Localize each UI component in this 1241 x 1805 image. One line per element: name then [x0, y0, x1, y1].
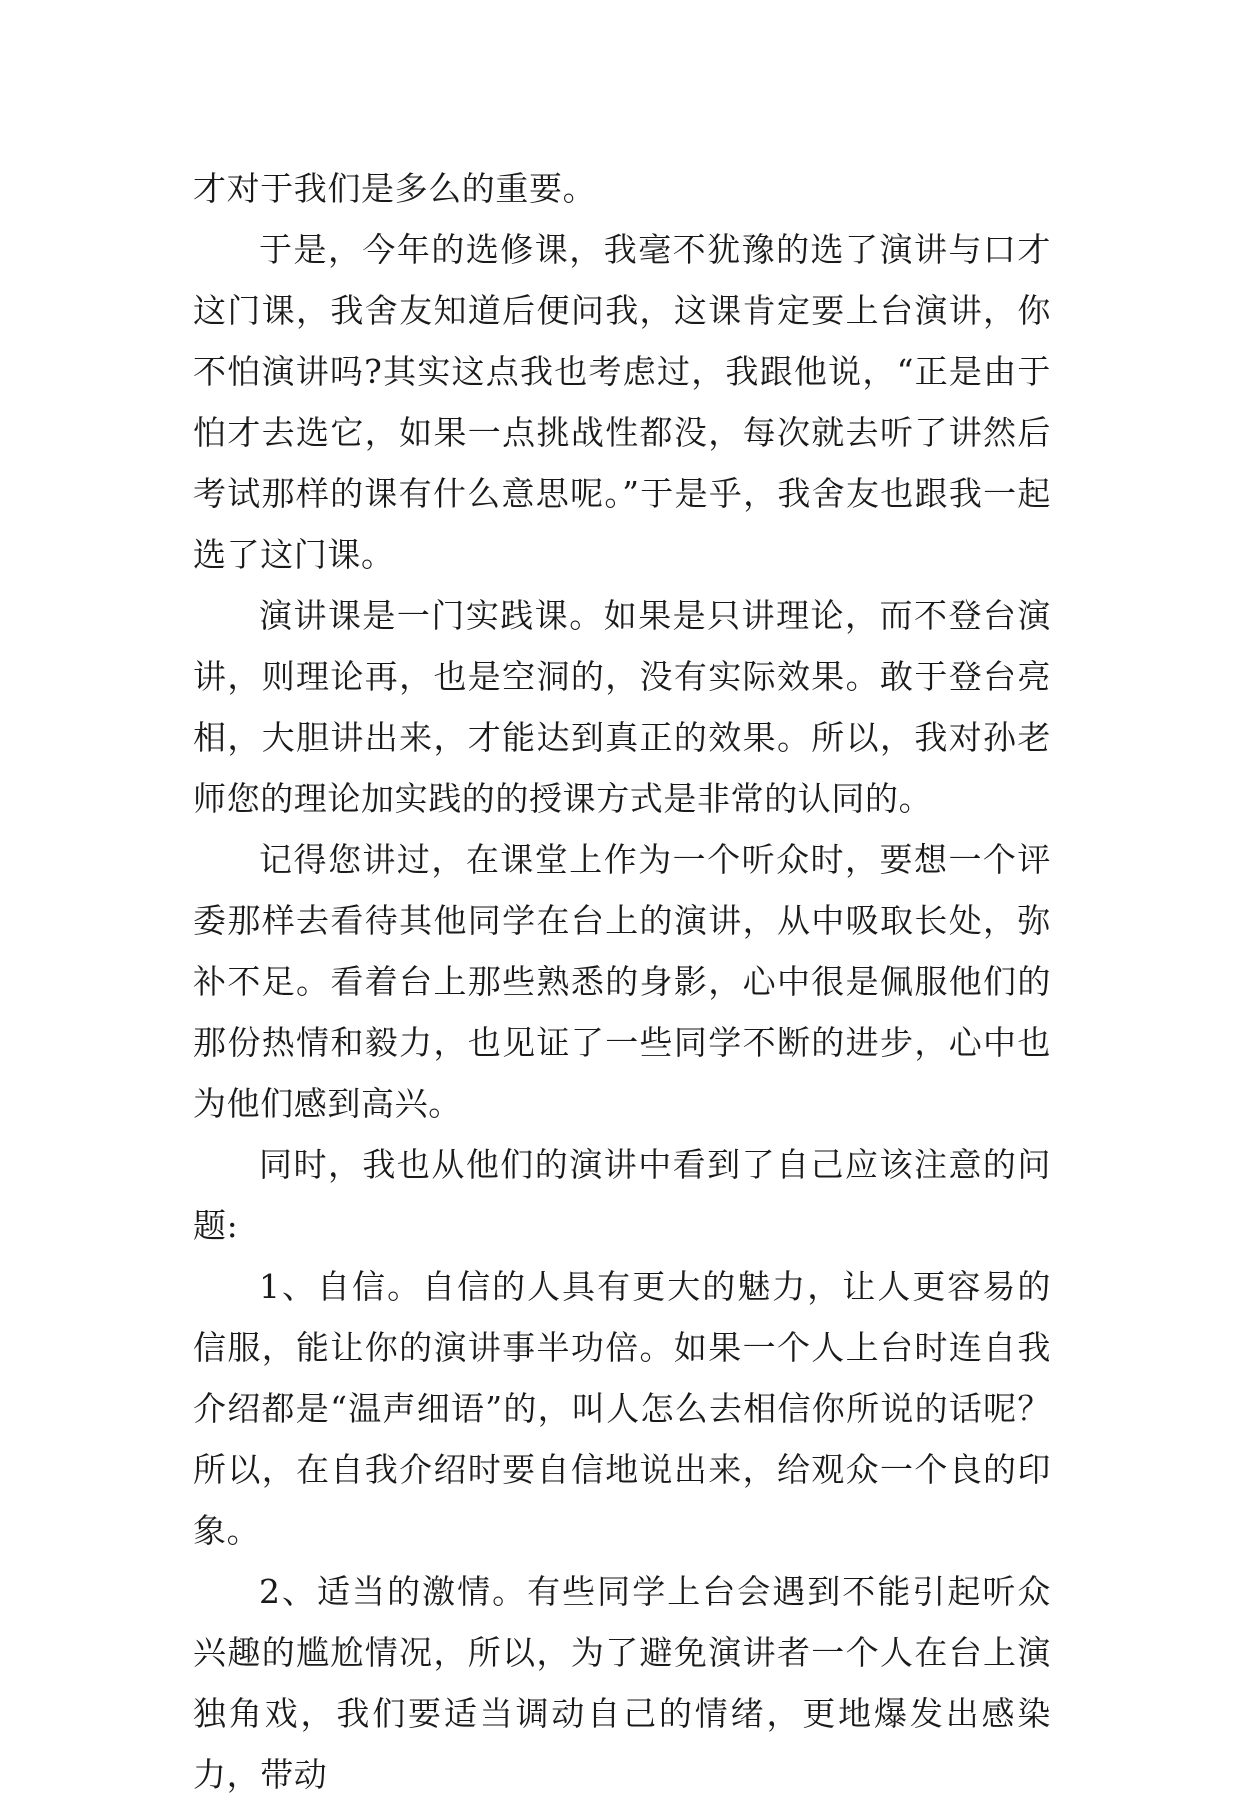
paragraph-6: 1、自信。自信的人具有更大的魅力，让人更容易的信服，能让你的演讲事半功倍。如果一个人上台时连自我介绍都是“温声细语”的，叫人怎么去相信你所说的话呢？所以，在自我介绍时要自信地说出来，给观众一个良的印象。 [193, 1267, 1051, 1550]
paragraph-3: 演讲课是一门实践课。如果是只讲理论，而不登台演讲，则理论再，也是空洞的，没有实际效果。敢于登台亮相，大胆讲出来，才能达到真正的效果。所以，我对孙老师您的理论加实践的的授课方式是非常的认同的。 [193, 596, 1051, 818]
paragraph-1: 才对于我们是多么的重要。 [193, 169, 597, 208]
document-body [193, 158, 1051, 1805]
paragraph-7: 2、适当的激情。有些同学上台会遇到不能引起听众兴趣的尴尬情况，所以，为了避免演讲者一个人在台上演独角戏，我们要适当调动自己的情绪，更地爆发出感染力，带动 [193, 1572, 1051, 1794]
paragraph-4: 记得您讲过，在课堂上作为一个听众时，要想一个评委那样去看待其他同学在台上的演讲，从中吸取长处，弥补不足。看着台上那些熟悉的身影，心中很是佩服他们的那份热情和毅力，也见证了一些同学不断的进步，心中也为他们感到高兴。 [193, 840, 1051, 1123]
paragraph-2: 于是，今年的选修课，我毫不犹豫的选了演讲与口才这门课，我舍友知道后便问我，这课肯定要上台演讲，你不怕演讲吗?其实这点我也考虑过，我跟他说，“正是由于怕才去选它，如果一点挑战性都没，每次就去听了讲然后考试那样的课有什么意思呢。”于是乎，我舍友也跟我一起选了这门课。 [193, 230, 1051, 574]
paragraph-5: 同时，我也从他们的演讲中看到了自己应该注意的问题: [193, 1145, 1051, 1245]
